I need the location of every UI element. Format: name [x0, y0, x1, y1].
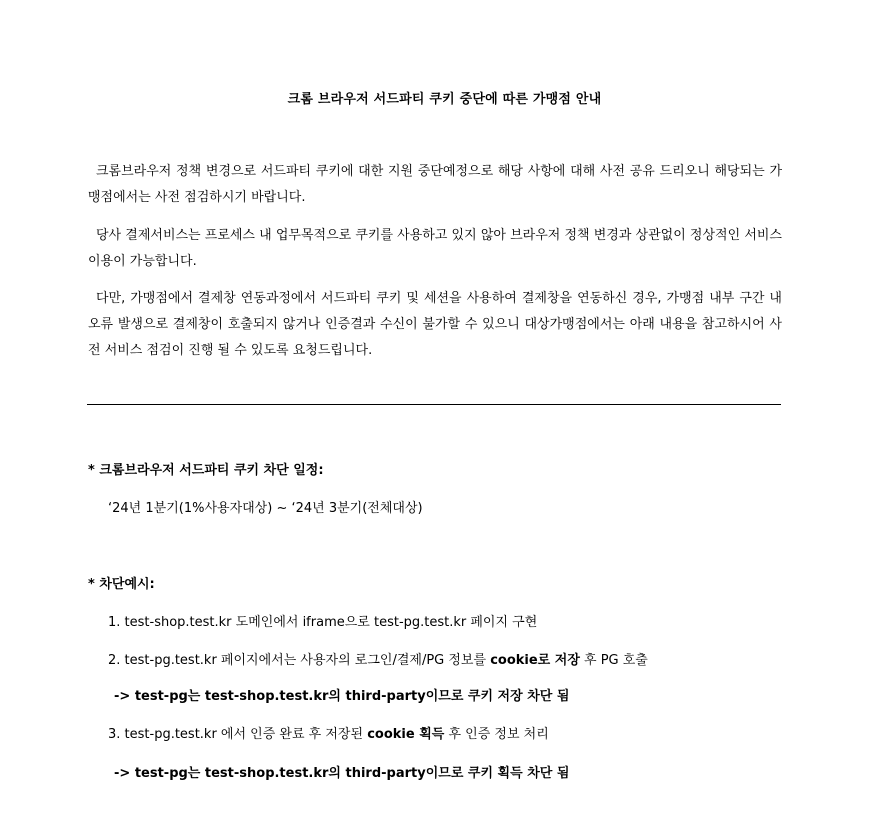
step-3-text-a: 3. test-pg.test.kr 에서 인증 완료 후 저장된	[108, 727, 368, 742]
example-step-2	[108, 649, 648, 668]
service-paragraph: 당사 결제서비스는 프로세스 내 업무목적으로 쿠키를 사용하고 있지 않아 브라우저 정책 변경과 상관없이 정상적인 서비스 이용이 가능합니다.	[88, 228, 782, 269]
merchant-paragraph: 다만, 가맹점에서 결제창 연동과정에서 서드파티 쿠키 및 세션을 사용하여 결제창을 연동하신 경우, 가맹점 내부 구간 내 오류 발생으로 결제창이 호출되지 않거나 인증결과 수신이 불가할 수 있으니 대상가맹점에서는 아래 내용을 참고하시어 사전 서비스 점검이 진행 될 수 있도록 요청드립니다.	[88, 291, 782, 358]
step-3-emphasis: cookie 획득	[367, 727, 445, 742]
example-step-3	[108, 723, 549, 742]
step-3-text-c: 후 인증 정보 처리	[444, 727, 549, 742]
step-2-emphasis: cookie로 저장	[490, 653, 580, 668]
schedule-heading: * 크롬브라우저 서드파티 쿠키 차단 일정:	[88, 463, 324, 478]
example-note-1: -> test-pg는 test-shop.test.kr의 third-party이므로 쿠키 저장 차단 됨	[114, 689, 570, 704]
example-heading: * 차단예시:	[88, 577, 155, 592]
step-2-text-a: 2. test-pg.test.kr 페이지에서는 사용자의 로그인/결제/PG 정보를	[108, 653, 491, 668]
intro-paragraph: 크롬브라우저 정책 변경으로 서드파티 쿠키에 대한 지원 중단예정으로 해당 사항에 대해 사전 공유 드리오니 해당되는 가맹점에서는 사전 점검하시기 바랍니다.	[88, 164, 782, 205]
example-note-2: -> test-pg는 test-shop.test.kr의 third-party이므로 쿠키 획득 차단 됨	[114, 766, 570, 781]
step-2-text-c: 후 PG 호출	[579, 653, 648, 668]
horizontal-divider	[87, 404, 781, 405]
document-title: 크롬 브라우저 서드파티 쿠키 중단에 따른 가맹점 안내	[287, 92, 602, 107]
schedule-text: ‘24년 1분기(1%사용자대상) ~ ‘24년 3분기(전체대상)	[108, 501, 423, 516]
example-step-1: 1. test-shop.test.kr 도메인에서 iframe으로 test-pg.test.kr 페이지 구현	[108, 615, 538, 630]
